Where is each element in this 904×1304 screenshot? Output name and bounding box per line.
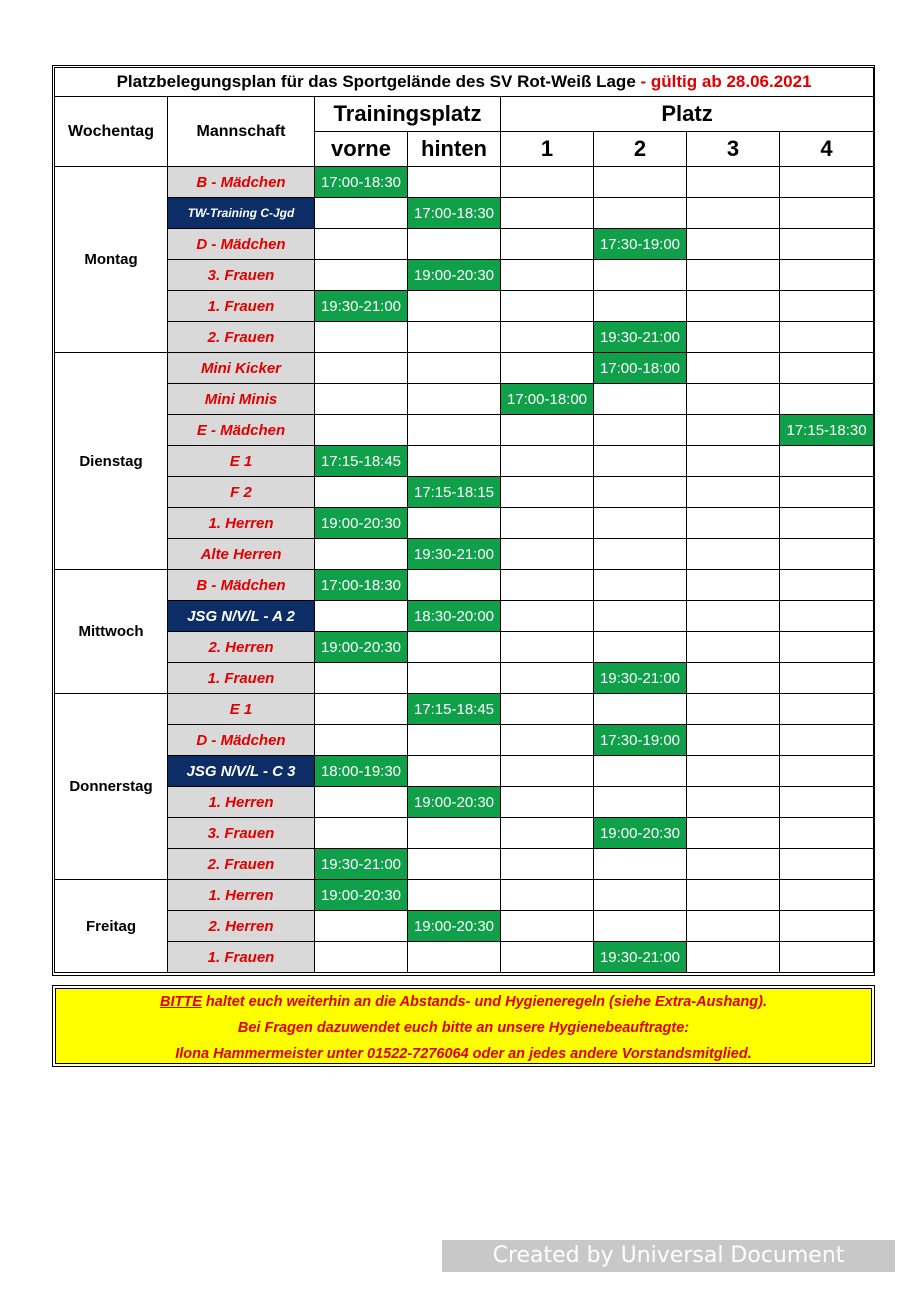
table-row <box>55 911 874 942</box>
slot-hinten: 19:00-20:30 <box>408 911 501 942</box>
slot-vorne: 19:00-20:30 <box>315 632 408 663</box>
weekday-cell: Freitag <box>55 880 168 973</box>
slot-platz-3 <box>687 601 780 632</box>
slot-platz-4 <box>780 570 874 601</box>
slot-platz-4 <box>780 291 874 322</box>
slot-platz-1 <box>501 539 594 570</box>
slot-platz-1 <box>501 260 594 291</box>
slot-platz-1 <box>501 477 594 508</box>
slot-platz-4 <box>780 198 874 229</box>
team-cell: E 1 <box>168 694 315 725</box>
slot-platz-2 <box>594 508 687 539</box>
slot-platz-2 <box>594 477 687 508</box>
team-cell: 1. Herren <box>168 508 315 539</box>
team-cell: 1. Frauen <box>168 663 315 694</box>
slot-platz-4 <box>780 384 874 415</box>
slot-platz-2 <box>594 880 687 911</box>
slot-vorne: 19:30-21:00 <box>315 291 408 322</box>
slot-platz-3 <box>687 694 780 725</box>
table-row <box>55 291 874 322</box>
slot-platz-1 <box>501 601 594 632</box>
slot-platz-1 <box>501 508 594 539</box>
slot-platz-4 <box>780 508 874 539</box>
table-row <box>55 322 874 353</box>
slot-platz-2: 17:30-19:00 <box>594 725 687 756</box>
slot-platz-2: 17:00-18:00 <box>594 353 687 384</box>
slot-platz-1 <box>501 725 594 756</box>
slot-hinten <box>408 632 501 663</box>
table-row <box>55 601 874 632</box>
converter-watermark: Created by Universal Document Converter <box>442 1240 895 1272</box>
slot-platz-4 <box>780 260 874 291</box>
slot-hinten: 17:15-18:15 <box>408 477 501 508</box>
slot-platz-1 <box>501 570 594 601</box>
slot-platz-3 <box>687 477 780 508</box>
slot-vorne <box>315 694 408 725</box>
slot-platz-1 <box>501 446 594 477</box>
slot-platz-2: 19:30-21:00 <box>594 663 687 694</box>
table-row <box>55 663 874 694</box>
table-row <box>55 446 874 477</box>
slot-platz-3 <box>687 663 780 694</box>
plan-valid-date: - gültig ab 28.06.2021 <box>640 72 812 91</box>
slot-vorne <box>315 942 408 973</box>
team-cell: 2. Frauen <box>168 849 315 880</box>
slot-platz-1 <box>501 229 594 260</box>
slot-hinten <box>408 663 501 694</box>
slot-platz-4 <box>780 632 874 663</box>
table-row <box>55 415 874 446</box>
slot-platz-1 <box>501 415 594 446</box>
weekday-cell: Donnerstag <box>55 694 168 880</box>
slot-platz-4 <box>780 601 874 632</box>
slot-platz-4 <box>780 694 874 725</box>
slot-platz-2: 17:30-19:00 <box>594 229 687 260</box>
slot-vorne: 18:00-19:30 <box>315 756 408 787</box>
team-cell: D - Mädchen <box>168 725 315 756</box>
slot-vorne <box>315 384 408 415</box>
slot-platz-1 <box>501 663 594 694</box>
slot-platz-3 <box>687 756 780 787</box>
team-cell: Mini Kicker <box>168 353 315 384</box>
slot-vorne: 17:00-18:30 <box>315 167 408 198</box>
slot-platz-3 <box>687 446 780 477</box>
team-cell: Mini Minis <box>168 384 315 415</box>
slot-vorne <box>315 725 408 756</box>
slot-platz-4 <box>780 229 874 260</box>
slot-platz-2 <box>594 694 687 725</box>
slot-platz-4: 17:15-18:30 <box>780 415 874 446</box>
header-platz: Platz <box>501 97 874 132</box>
header-platz-4: 4 <box>780 132 874 167</box>
slot-platz-2 <box>594 849 687 880</box>
slot-platz-4 <box>780 322 874 353</box>
weekday-cell: Dienstag <box>55 353 168 570</box>
table-row <box>55 508 874 539</box>
slot-platz-3 <box>687 260 780 291</box>
plan-title-main: Platzbelegungsplan für das Sportgelände des SV Rot-Weiß Lage <box>116 72 636 91</box>
slot-vorne <box>315 477 408 508</box>
table-row <box>55 880 874 911</box>
header-vorne: vorne <box>315 132 408 167</box>
slot-platz-3 <box>687 570 780 601</box>
slot-hinten: 17:00-18:30 <box>408 198 501 229</box>
slot-hinten <box>408 167 501 198</box>
table-row <box>55 539 874 570</box>
team-cell: TW-Training C-Jgd <box>168 198 315 229</box>
weekday-cell: Mittwoch <box>55 570 168 694</box>
table-row <box>55 198 874 229</box>
schedule-body <box>55 167 874 973</box>
slot-platz-1 <box>501 632 594 663</box>
slot-platz-4 <box>780 911 874 942</box>
slot-platz-1 <box>501 942 594 973</box>
table-row <box>55 477 874 508</box>
slot-platz-2 <box>594 539 687 570</box>
header-platz-3: 3 <box>687 132 780 167</box>
notice-bitte: BITTE <box>160 994 202 1010</box>
slot-hinten <box>408 756 501 787</box>
slot-platz-1 <box>501 880 594 911</box>
team-cell: 3. Frauen <box>168 818 315 849</box>
slot-platz-3 <box>687 291 780 322</box>
notice-line-1-text: haltet euch weiterhin an die Abstands- und Hygieneregeln (siehe Extra-Aushang). <box>201 994 767 1010</box>
slot-platz-1 <box>501 291 594 322</box>
slot-hinten <box>408 942 501 973</box>
slot-platz-2: 19:30-21:00 <box>594 942 687 973</box>
slot-platz-4 <box>780 725 874 756</box>
slot-platz-3 <box>687 384 780 415</box>
slot-vorne <box>315 663 408 694</box>
slot-hinten <box>408 415 501 446</box>
slot-vorne <box>315 787 408 818</box>
team-cell: 1. Frauen <box>168 291 315 322</box>
slot-platz-3 <box>687 849 780 880</box>
slot-platz-2 <box>594 632 687 663</box>
slot-platz-2 <box>594 446 687 477</box>
table-row <box>55 849 874 880</box>
team-cell: F 2 <box>168 477 315 508</box>
slot-platz-4 <box>780 756 874 787</box>
slot-platz-3 <box>687 353 780 384</box>
slot-platz-4 <box>780 818 874 849</box>
slot-platz-1: 17:00-18:00 <box>501 384 594 415</box>
slot-platz-2 <box>594 384 687 415</box>
slot-hinten <box>408 508 501 539</box>
slot-platz-1 <box>501 353 594 384</box>
header-platz-2: 2 <box>594 132 687 167</box>
slot-vorne <box>315 415 408 446</box>
slot-vorne: 19:00-20:30 <box>315 508 408 539</box>
slot-vorne <box>315 198 408 229</box>
header-weekday: Wochentag <box>55 97 168 167</box>
team-cell: E - Mädchen <box>168 415 315 446</box>
slot-platz-2 <box>594 601 687 632</box>
slot-platz-1 <box>501 756 594 787</box>
slot-hinten: 17:15-18:45 <box>408 694 501 725</box>
team-cell: 2. Herren <box>168 632 315 663</box>
slot-platz-1 <box>501 911 594 942</box>
slot-platz-1 <box>501 849 594 880</box>
weekday-cell: Montag <box>55 167 168 353</box>
slot-vorne <box>315 911 408 942</box>
team-cell: B - Mädchen <box>168 167 315 198</box>
slot-platz-4 <box>780 880 874 911</box>
team-cell: B - Mädchen <box>168 570 315 601</box>
slot-vorne <box>315 353 408 384</box>
slot-hinten <box>408 322 501 353</box>
slot-hinten: 19:00-20:30 <box>408 260 501 291</box>
slot-platz-3 <box>687 508 780 539</box>
slot-platz-2 <box>594 198 687 229</box>
slot-platz-2 <box>594 911 687 942</box>
slot-hinten <box>408 384 501 415</box>
slot-hinten <box>408 849 501 880</box>
slot-platz-3 <box>687 198 780 229</box>
slot-platz-4 <box>780 787 874 818</box>
team-cell: 2. Frauen <box>168 322 315 353</box>
slot-hinten <box>408 229 501 260</box>
slot-platz-4 <box>780 477 874 508</box>
notice-line-1 <box>56 989 871 1015</box>
slot-platz-2 <box>594 167 687 198</box>
notice-line-2: Bei Fragen dazuwendet euch bitte an unsere Hygienebeauftragte: <box>237 1020 690 1036</box>
slot-platz-1 <box>501 818 594 849</box>
slot-hinten <box>408 353 501 384</box>
slot-platz-1 <box>501 694 594 725</box>
table-row <box>55 167 874 198</box>
slot-platz-2 <box>594 415 687 446</box>
slot-hinten <box>408 291 501 322</box>
slot-platz-1 <box>501 167 594 198</box>
slot-hinten: 19:30-21:00 <box>408 539 501 570</box>
slot-platz-1 <box>501 787 594 818</box>
header-team: Mannschaft <box>168 97 315 167</box>
slot-platz-3 <box>687 539 780 570</box>
slot-platz-4 <box>780 663 874 694</box>
table-row <box>55 384 874 415</box>
slot-vorne: 17:15-18:45 <box>315 446 408 477</box>
slot-vorne <box>315 229 408 260</box>
team-cell: 1. Herren <box>168 880 315 911</box>
slot-platz-1 <box>501 322 594 353</box>
table-row <box>55 353 874 384</box>
slot-platz-4 <box>780 353 874 384</box>
slot-platz-3 <box>687 911 780 942</box>
slot-hinten <box>408 880 501 911</box>
notice-line-3: Ilona Hammermeister unter 01522-7276064 oder an jedes andere Vorstandsmitglied. <box>175 1046 752 1062</box>
plan-title <box>55 68 874 97</box>
table-row <box>55 694 874 725</box>
table-row <box>55 818 874 849</box>
slot-platz-2: 19:30-21:00 <box>594 322 687 353</box>
slot-platz-3 <box>687 818 780 849</box>
slot-platz-2: 19:00-20:30 <box>594 818 687 849</box>
slot-hinten <box>408 570 501 601</box>
team-cell: D - Mädchen <box>168 229 315 260</box>
slot-hinten: 19:00-20:30 <box>408 787 501 818</box>
table-row <box>55 787 874 818</box>
table-row <box>55 229 874 260</box>
header-hinten: hinten <box>408 132 501 167</box>
slot-platz-4 <box>780 849 874 880</box>
slot-platz-2 <box>594 756 687 787</box>
slot-vorne <box>315 322 408 353</box>
slot-platz-4 <box>780 446 874 477</box>
team-cell: 3. Frauen <box>168 260 315 291</box>
team-cell: E 1 <box>168 446 315 477</box>
table-row <box>55 942 874 973</box>
header-trainingsplatz: Trainingsplatz <box>315 97 501 132</box>
team-cell: Alte Herren <box>168 539 315 570</box>
team-cell: 1. Herren <box>168 787 315 818</box>
header-platz-1: 1 <box>501 132 594 167</box>
slot-platz-3 <box>687 632 780 663</box>
team-cell: JSG N/V/L - C 3 <box>168 756 315 787</box>
slot-hinten <box>408 725 501 756</box>
table-row <box>55 570 874 601</box>
slot-platz-3 <box>687 229 780 260</box>
slot-hinten: 18:30-20:00 <box>408 601 501 632</box>
slot-hinten <box>408 446 501 477</box>
slot-platz-3 <box>687 880 780 911</box>
slot-platz-3 <box>687 415 780 446</box>
table-row <box>55 756 874 787</box>
slot-platz-2 <box>594 260 687 291</box>
slot-platz-4 <box>780 539 874 570</box>
slot-platz-4 <box>780 167 874 198</box>
slot-platz-2 <box>594 787 687 818</box>
team-cell: 2. Herren <box>168 911 315 942</box>
table-row <box>55 725 874 756</box>
slot-platz-3 <box>687 942 780 973</box>
table-row <box>55 260 874 291</box>
slot-vorne <box>315 260 408 291</box>
slot-platz-3 <box>687 167 780 198</box>
slot-platz-3 <box>687 725 780 756</box>
slot-hinten <box>408 818 501 849</box>
slot-platz-3 <box>687 787 780 818</box>
slot-vorne: 17:00-18:30 <box>315 570 408 601</box>
slot-vorne <box>315 818 408 849</box>
slot-vorne: 19:30-21:00 <box>315 849 408 880</box>
table-row <box>55 632 874 663</box>
slot-platz-1 <box>501 198 594 229</box>
slot-platz-2 <box>594 570 687 601</box>
schedule-table <box>54 67 874 973</box>
slot-vorne: 19:00-20:30 <box>315 880 408 911</box>
hygiene-notice <box>55 988 872 1064</box>
slot-platz-3 <box>687 322 780 353</box>
team-cell: 1. Frauen <box>168 942 315 973</box>
slot-platz-4 <box>780 942 874 973</box>
slot-platz-2 <box>594 291 687 322</box>
team-cell: JSG N/V/L - A 2 <box>168 601 315 632</box>
slot-vorne <box>315 539 408 570</box>
slot-vorne <box>315 601 408 632</box>
